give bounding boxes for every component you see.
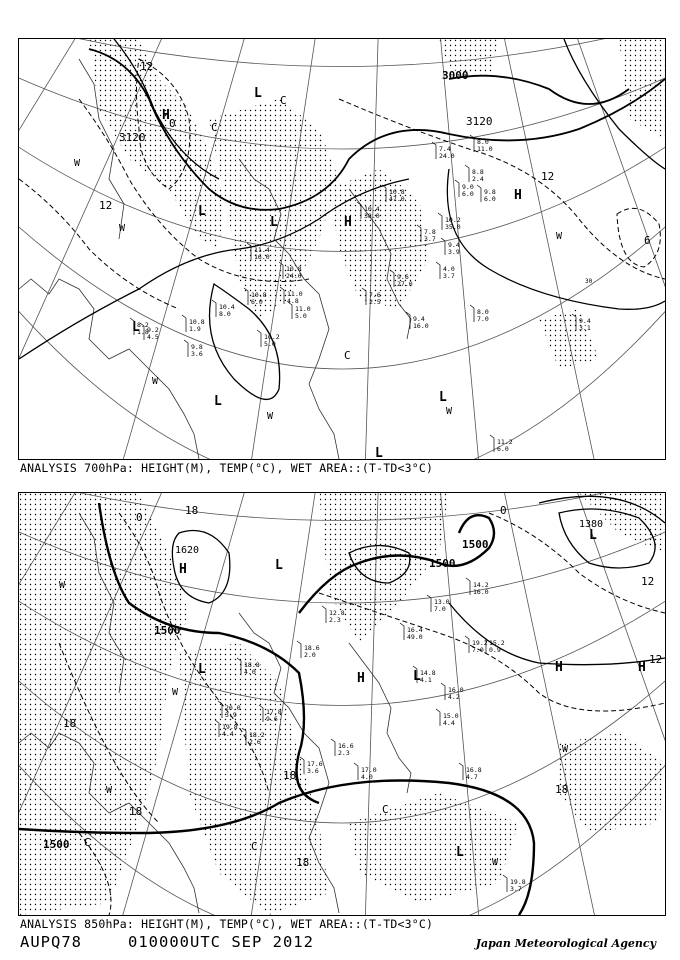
station-dewpoint-depression: 1.9 [189, 325, 201, 333]
station-dewpoint-depression: 4.4 [443, 719, 455, 727]
station-dewpoint-depression: 7.0 [477, 315, 489, 323]
wind-barb [297, 641, 301, 658]
isotherm-label: 12 [649, 653, 663, 666]
station-temp: 9.4 [448, 241, 460, 249]
high-pressure-center: H [344, 215, 352, 230]
station-dewpoint-depression: 11.0 [477, 145, 493, 153]
isotherm-label: 12 [541, 170, 555, 183]
wind-barb [503, 875, 507, 892]
warm-air-mark: W [556, 231, 563, 242]
station-dewpoint-depression: 3.7 [424, 235, 436, 243]
low-pressure-center: L [270, 215, 278, 230]
wet-area-850 [19, 493, 189, 915]
wind-barb [432, 142, 436, 159]
height-label: 1500 [154, 624, 181, 637]
isotherm-label: 18 [63, 717, 77, 730]
station-temp: 14.8 [420, 669, 436, 677]
station-dewpoint-depression: 4.4 [222, 730, 234, 738]
map-700hpa-canvas [19, 39, 665, 459]
station-dewpoint-depression: 3.7 [510, 885, 522, 893]
caption-700hpa: ANALYSIS 700hPa: HEIGHT(M), TEMP(°C), WET AREA::(T-TD<3°C) [20, 461, 434, 475]
station-dewpoint-depression: 3.1 [579, 324, 591, 332]
station-temp: 11.4 [254, 246, 270, 254]
wind-barb [477, 185, 481, 202]
isotherm-label: 6 [644, 234, 651, 247]
station-temp: 9.8 [484, 188, 496, 196]
station-temp: 15.2 [489, 639, 505, 647]
warm-air-mark: W [119, 223, 126, 234]
warm-air-mark: W [172, 687, 179, 698]
station-dewpoint-depression: 3.7 [443, 272, 455, 280]
station-dewpoint-depression: 35.0 [445, 223, 461, 231]
agency-name: Japan Meteorological Agency [475, 937, 656, 950]
low-pressure-center: L [375, 446, 383, 459]
map-850hpa [18, 492, 666, 916]
wind-barb [490, 435, 494, 452]
height-contour [449, 603, 665, 665]
station-temp: 19.8 [510, 878, 526, 886]
station-temp: 4.0 [443, 265, 455, 273]
station-temp: 16.0 [448, 686, 464, 694]
isotherm-label: 12 [99, 199, 113, 212]
station-temp: 9.4 [579, 317, 591, 325]
low-pressure-center: L [589, 528, 597, 543]
station-temp: 16.8 [466, 766, 482, 774]
map-700hpa [18, 38, 666, 460]
station-dewpoint-depression: 16.0 [473, 588, 489, 596]
station-temp: 9.8 [191, 343, 203, 351]
station-temp: 16.4 [407, 626, 423, 634]
station-temp: 10.8 [189, 318, 205, 326]
station-dewpoint-depression: 9.6 [266, 715, 278, 723]
low-pressure-center: L [198, 662, 206, 677]
high-pressure-center: H [162, 108, 170, 123]
station-temp: 17.0 [361, 766, 377, 774]
station-dewpoint-depression: 2.4 [472, 175, 484, 183]
wind-barb [438, 213, 442, 230]
station-temp: 12.8 [329, 609, 345, 617]
wind-barb [441, 238, 445, 255]
station-temp: 14.2 [473, 581, 489, 589]
cold-air-mark: C [280, 94, 287, 107]
isotherm-label: 18 [555, 783, 569, 796]
cold-air-mark: C [211, 121, 218, 134]
station-dewpoint-depression: 2.0 [304, 651, 316, 659]
warm-air-mark: W [492, 857, 499, 868]
isotherm-label: 0 [169, 117, 176, 130]
station-dewpoint-depression: 3.6 [307, 767, 319, 775]
station-dewpoint-depression: 4.7 [466, 773, 478, 781]
height-contour-3000 [449, 76, 629, 104]
isotherm-label: 18 [296, 856, 310, 869]
station-temp: 9.4 [413, 315, 425, 323]
station-dewpoint-depression: 3.9 [225, 711, 237, 719]
station-temp: 10.8 [286, 265, 302, 273]
wind-barb [465, 636, 469, 653]
height-label: 1500 [462, 538, 489, 551]
station-temp: 9.2 [147, 326, 159, 334]
station-dewpoint-depression: 4.1 [420, 676, 432, 684]
station-dewpoint-depression: 7.0 [434, 605, 446, 613]
station-temp: 17.6 [307, 760, 323, 768]
wind-barb [465, 165, 469, 182]
wind-barb [212, 300, 216, 317]
station-temp: 9.0 [462, 183, 474, 191]
wet-area-850 [349, 793, 519, 903]
station-temp: 18.2 [249, 731, 265, 739]
station-dewpoint-depression: 3.9 [448, 248, 460, 256]
station-temp: 19.2 [472, 639, 488, 647]
isotherm-label: 12 [140, 60, 154, 73]
station-temp: 7.8 [424, 228, 436, 236]
station-temp: 17.8 [266, 708, 282, 716]
low-pressure-center: L [254, 86, 262, 101]
station-dewpoint-depression: 38.0 [364, 212, 380, 220]
height-label: 3120 [466, 115, 493, 128]
station-dewpoint-depression: 24.0 [439, 152, 455, 160]
height-label: 3000 [442, 69, 469, 82]
meridian-line [560, 493, 665, 915]
height-label: 1620 [175, 545, 200, 556]
station-dewpoint-depression: 2.5 [369, 298, 381, 306]
station-temp: 9.6 [397, 273, 409, 281]
valid-time: 010000UTC SEP 2012 [128, 933, 314, 951]
wind-barb [257, 330, 261, 347]
station-dewpoint-depression: 2.3 [329, 616, 341, 624]
low-pressure-center: L [413, 669, 421, 684]
cold-air-mark: C [382, 803, 389, 816]
station-temp: 16.6 [338, 742, 354, 750]
wind-barb [331, 739, 335, 756]
station-dewpoint-depression: 4.2 [448, 693, 460, 701]
station-temp: 10.8 [389, 188, 405, 196]
station-dewpoint-depression: 16.0 [413, 322, 429, 330]
warm-air-mark: W [562, 744, 569, 755]
wind-barb [322, 606, 326, 623]
station-temp: 8.0 [477, 308, 489, 316]
high-pressure-center: H [357, 671, 365, 686]
station-dewpoint-depression: 24.0 [286, 272, 302, 280]
cold-air-mark: C [84, 836, 91, 849]
station-temp: 11.2 [497, 438, 513, 446]
station-temp: 10.2 [264, 333, 280, 341]
wind-barb [470, 305, 474, 322]
wet-area-700 [619, 39, 665, 139]
wind-barb [354, 763, 358, 780]
station-temp: 10.4 [364, 205, 380, 213]
station-temp: 18.6 [304, 644, 320, 652]
station-dewpoint-depression: 7.0 [472, 646, 484, 654]
low-pressure-center: L [132, 320, 140, 335]
wind-barb [436, 262, 440, 279]
station-temp: 19.8 [222, 723, 238, 731]
station-dewpoint-depression: 27.0 [397, 280, 413, 288]
station-dewpoint-depression: 6.0 [251, 298, 263, 306]
cold-air-mark: C [344, 349, 351, 362]
isotherm-label: 18 [129, 805, 143, 818]
wet-area-850 [179, 643, 329, 915]
wind-barb [455, 180, 459, 197]
wind-barb [459, 763, 463, 780]
wind-barb [182, 315, 186, 332]
low-pressure-center: L [198, 204, 206, 219]
station-dewpoint-depression: 6.0 [497, 445, 509, 453]
high-pressure-center: H [514, 188, 522, 203]
station-dewpoint-depression: 47.0 [389, 195, 405, 203]
station-dewpoint-depression: 2.6 [249, 738, 261, 746]
station-dewpoint-depression: 16.0 [254, 253, 270, 261]
warm-air-mark: W [446, 406, 453, 417]
isotherm-label: 0 [136, 511, 143, 524]
station-temp: 7.4 [439, 145, 451, 153]
station-temp: 11.0 [287, 290, 303, 298]
chart-code: AUPQ78 [20, 933, 82, 951]
isotherm-label: 18 [283, 769, 297, 782]
low-pressure-center: L [439, 390, 447, 405]
station-temp: 20.0 [225, 704, 241, 712]
station-dewpoint-depression: 4.8 [287, 297, 299, 305]
map-850hpa-canvas [19, 493, 665, 915]
isotherm-label: 18 [185, 504, 199, 517]
station-temp: 10.2 [445, 216, 461, 224]
wind-barb [441, 683, 445, 700]
wind-barb [436, 709, 440, 726]
station-temp: 8.8 [472, 168, 484, 176]
isotherm-label: 30 [585, 278, 593, 285]
station-dewpoint-depression: 49.0 [407, 633, 423, 641]
station-temp: 18.8 [244, 661, 260, 669]
warm-air-mark: W [267, 411, 274, 422]
caption-850hpa: ANALYSIS 850hPa: HEIGHT(M), TEMP(°C), WET AREA::(T-TD<3°C) [20, 917, 434, 931]
station-temp: 8.0 [477, 138, 489, 146]
height-label: 1500 [429, 557, 456, 570]
station-temp: 11.0 [295, 305, 311, 313]
high-pressure-center: H [555, 660, 563, 675]
station-dewpoint-depression: 1.8 [137, 328, 149, 336]
isotherm-closed [617, 208, 660, 267]
warm-air-mark: W [106, 785, 113, 796]
warm-air-mark: W [59, 580, 66, 591]
isotherm-label: 12 [641, 575, 655, 588]
cold-air-mark: C [251, 840, 258, 853]
station-dewpoint-depression: 4.0 [244, 668, 256, 676]
station-temp: 8.2 [137, 321, 149, 329]
low-pressure-center: L [275, 558, 283, 573]
station-temp: 15.0 [443, 712, 459, 720]
station-temp: 7.6 [369, 291, 381, 299]
height-label: 1500 [43, 838, 70, 851]
station-dewpoint-depression: 2.3 [338, 749, 350, 757]
warm-air-mark: W [152, 376, 159, 387]
high-pressure-center: H [179, 562, 187, 577]
high-pressure-center: H [638, 660, 646, 675]
station-temp: 10.8 [251, 291, 267, 299]
station-dewpoint-depression: 5.0 [264, 340, 276, 348]
height-label: 1380 [579, 519, 604, 530]
station-dewpoint-depression: 5.0 [295, 312, 307, 320]
station-dewpoint-depression: 0.9 [489, 646, 501, 654]
wind-barb [184, 340, 188, 357]
station-dewpoint-depression: 6.0 [462, 190, 474, 198]
wind-barb [400, 623, 404, 640]
isotherm-label: 0 [500, 504, 507, 517]
station-dewpoint-depression: 4.0 [361, 773, 373, 781]
station-dewpoint-depression: 4.5 [147, 333, 159, 341]
station-dewpoint-depression: 8.0 [219, 310, 231, 318]
station-temp: 13.0 [434, 598, 450, 606]
low-pressure-center: L [456, 845, 464, 860]
low-pressure-center: L [214, 394, 222, 409]
station-dewpoint-depression: 6.0 [484, 195, 496, 203]
wet-area-700 [329, 169, 429, 309]
warm-air-mark: W [74, 158, 81, 169]
height-label: 3120 [119, 131, 146, 144]
station-dewpoint-depression: 3.6 [191, 350, 203, 358]
station-temp: 10.4 [219, 303, 235, 311]
